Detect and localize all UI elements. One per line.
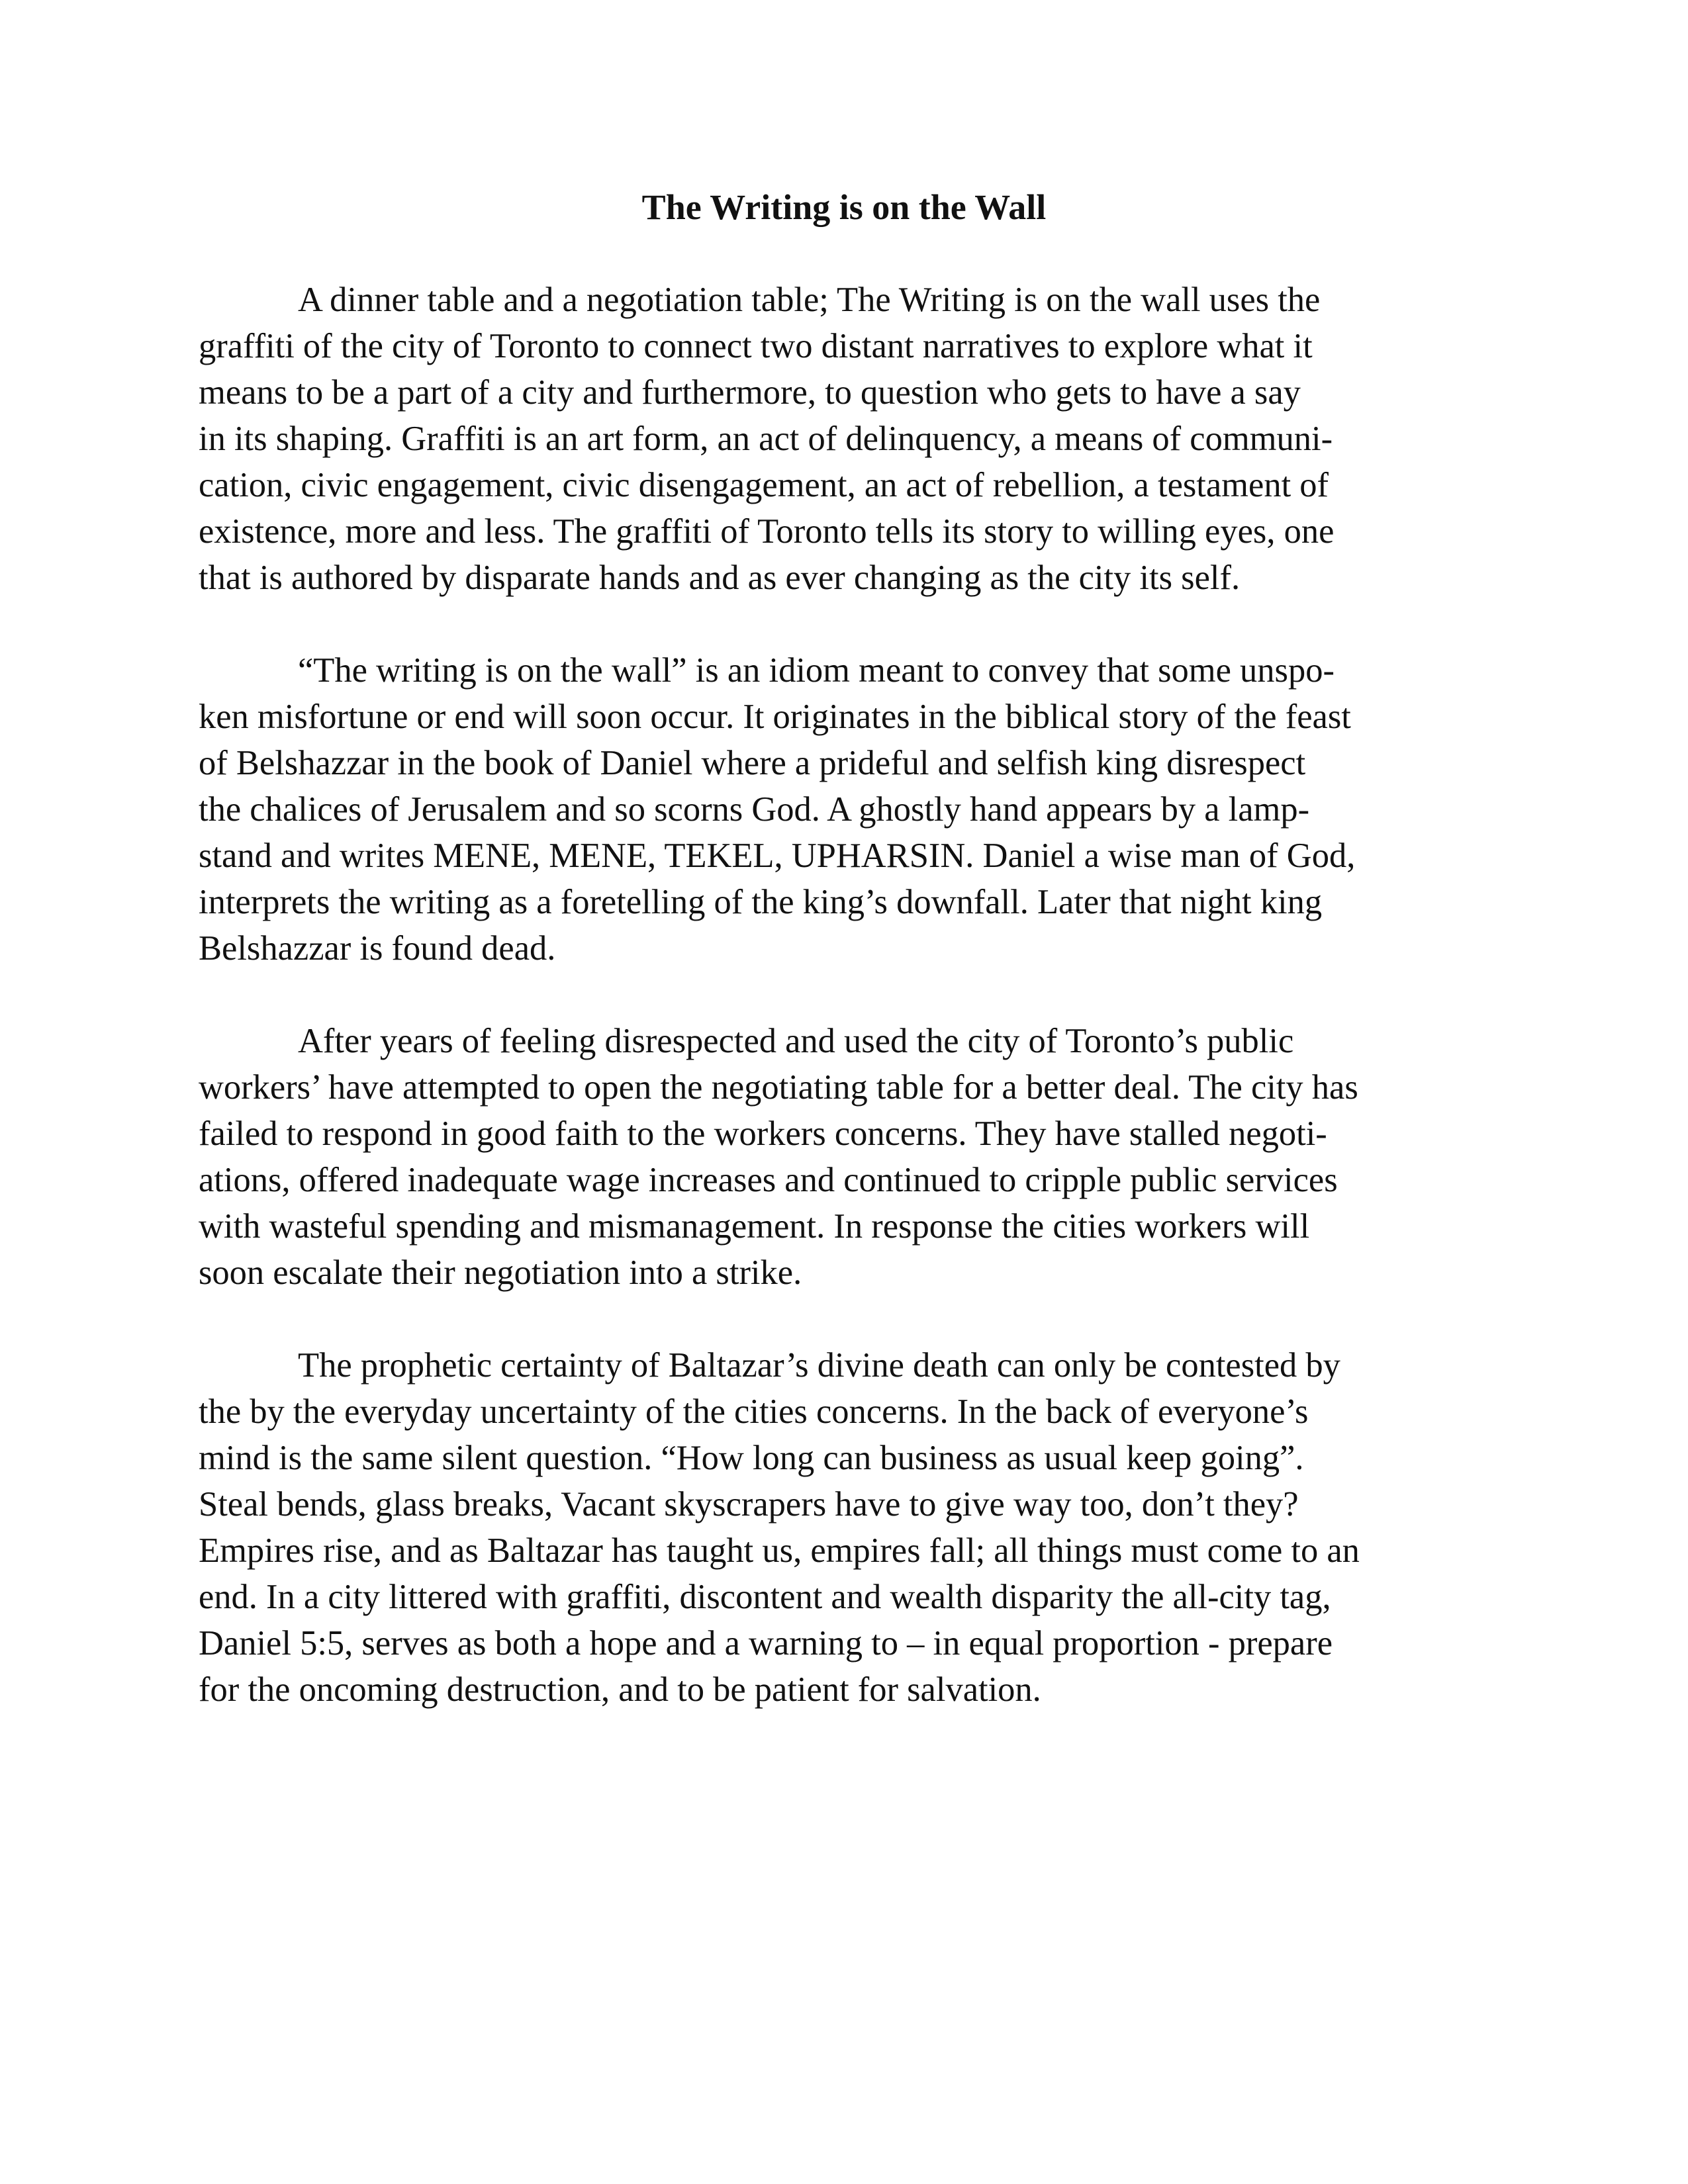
paragraph-line: in its shaping. Graffiti is an art form, an act of delinquency, a means of communi- [199, 420, 1333, 458]
paragraph-line: with wasteful spending and mismanagement. In response the cities workers will [199, 1207, 1310, 1246]
paragraph-line: the by the everyday uncertainty of the cities concerns. In the back of everyone’s [199, 1392, 1309, 1431]
paragraph-line: Daniel 5:5, serves as both a hope and a warning to – in equal proportion - prepare [199, 1624, 1333, 1662]
paragraph-line: for the oncoming destruction, and to be patient for salvation. [199, 1670, 1041, 1709]
paragraph-line: that is authored by disparate hands and as ever changing as the city its self. [199, 559, 1241, 597]
paragraph-line: Steal bends, glass breaks, Vacant skyscrapers have to give way too, don’t they? [199, 1485, 1299, 1524]
paragraph-line: stand and writes MENE, MENE, TEKEL, UPHARSIN. Daniel a wise man of God, [199, 837, 1356, 875]
paragraph-1 [199, 277, 1496, 601]
paragraph-line: end. In a city littered with graffiti, discontent and wealth disparity the all-city tag, [199, 1578, 1331, 1616]
page-title: The Writing is on the Wall [641, 187, 1047, 227]
paragraph-line: interprets the writing as a foretelling of the king’s downfall. Later that night king [199, 883, 1323, 921]
paragraph-line: workers’ have attempted to open the negotiating table for a better deal. The city has [199, 1068, 1358, 1107]
paragraph-3 [199, 1018, 1496, 1296]
paragraph-line: of Belshazzar in the book of Daniel where a prideful and selfish king disrespect [199, 744, 1306, 782]
paragraph-line: After years of feeling disrespected and used the city of Toronto’s public [298, 1022, 1294, 1060]
paragraph-line: “The writing is on the wall” is an idiom meant to convey that some unspo- [298, 651, 1335, 690]
paragraph-line: soon escalate their negotiation into a strike. [199, 1253, 802, 1292]
paragraph-line: failed to respond in good faith to the workers concerns. They have stalled negoti- [199, 1115, 1327, 1153]
paragraph-line: ations, offered inadequate wage increases and continued to cripple public services [199, 1161, 1338, 1199]
paragraph-line: A dinner table and a negotiation table; The Writing is on the wall uses the [298, 281, 1321, 319]
paragraph-line: Belshazzar is found dead. [199, 929, 556, 968]
paragraph-line: existence, more and less. The graffiti of Toronto tells its story to willing eyes, one [199, 512, 1335, 551]
paragraph-4 [199, 1342, 1496, 1713]
paragraph-line: means to be a part of a city and furthermore, to question who gets to have a say [199, 373, 1301, 412]
paragraph-line: graffiti of the city of Toronto to connect two distant narratives to explore what it [199, 327, 1313, 365]
paragraph-line: ken misfortune or end will soon occur. It originates in the biblical story of the feast [199, 698, 1351, 736]
paragraph-line: cation, civic engagement, civic disengagement, an act of rebellion, a testament of [199, 466, 1329, 504]
paragraph-line: The prophetic certainty of Baltazar’s divine death can only be contested by [298, 1346, 1340, 1385]
paragraph-line: Empires rise, and as Baltazar has taught us, empires fall; all things must come to an [199, 1531, 1360, 1570]
paragraph-line: mind is the same silent question. “How long can business as usual keep going”. [199, 1439, 1304, 1477]
paragraph-line: the chalices of Jerusalem and so scorns God. A ghostly hand appears by a lamp- [199, 790, 1310, 829]
paragraph-2 [199, 647, 1496, 972]
